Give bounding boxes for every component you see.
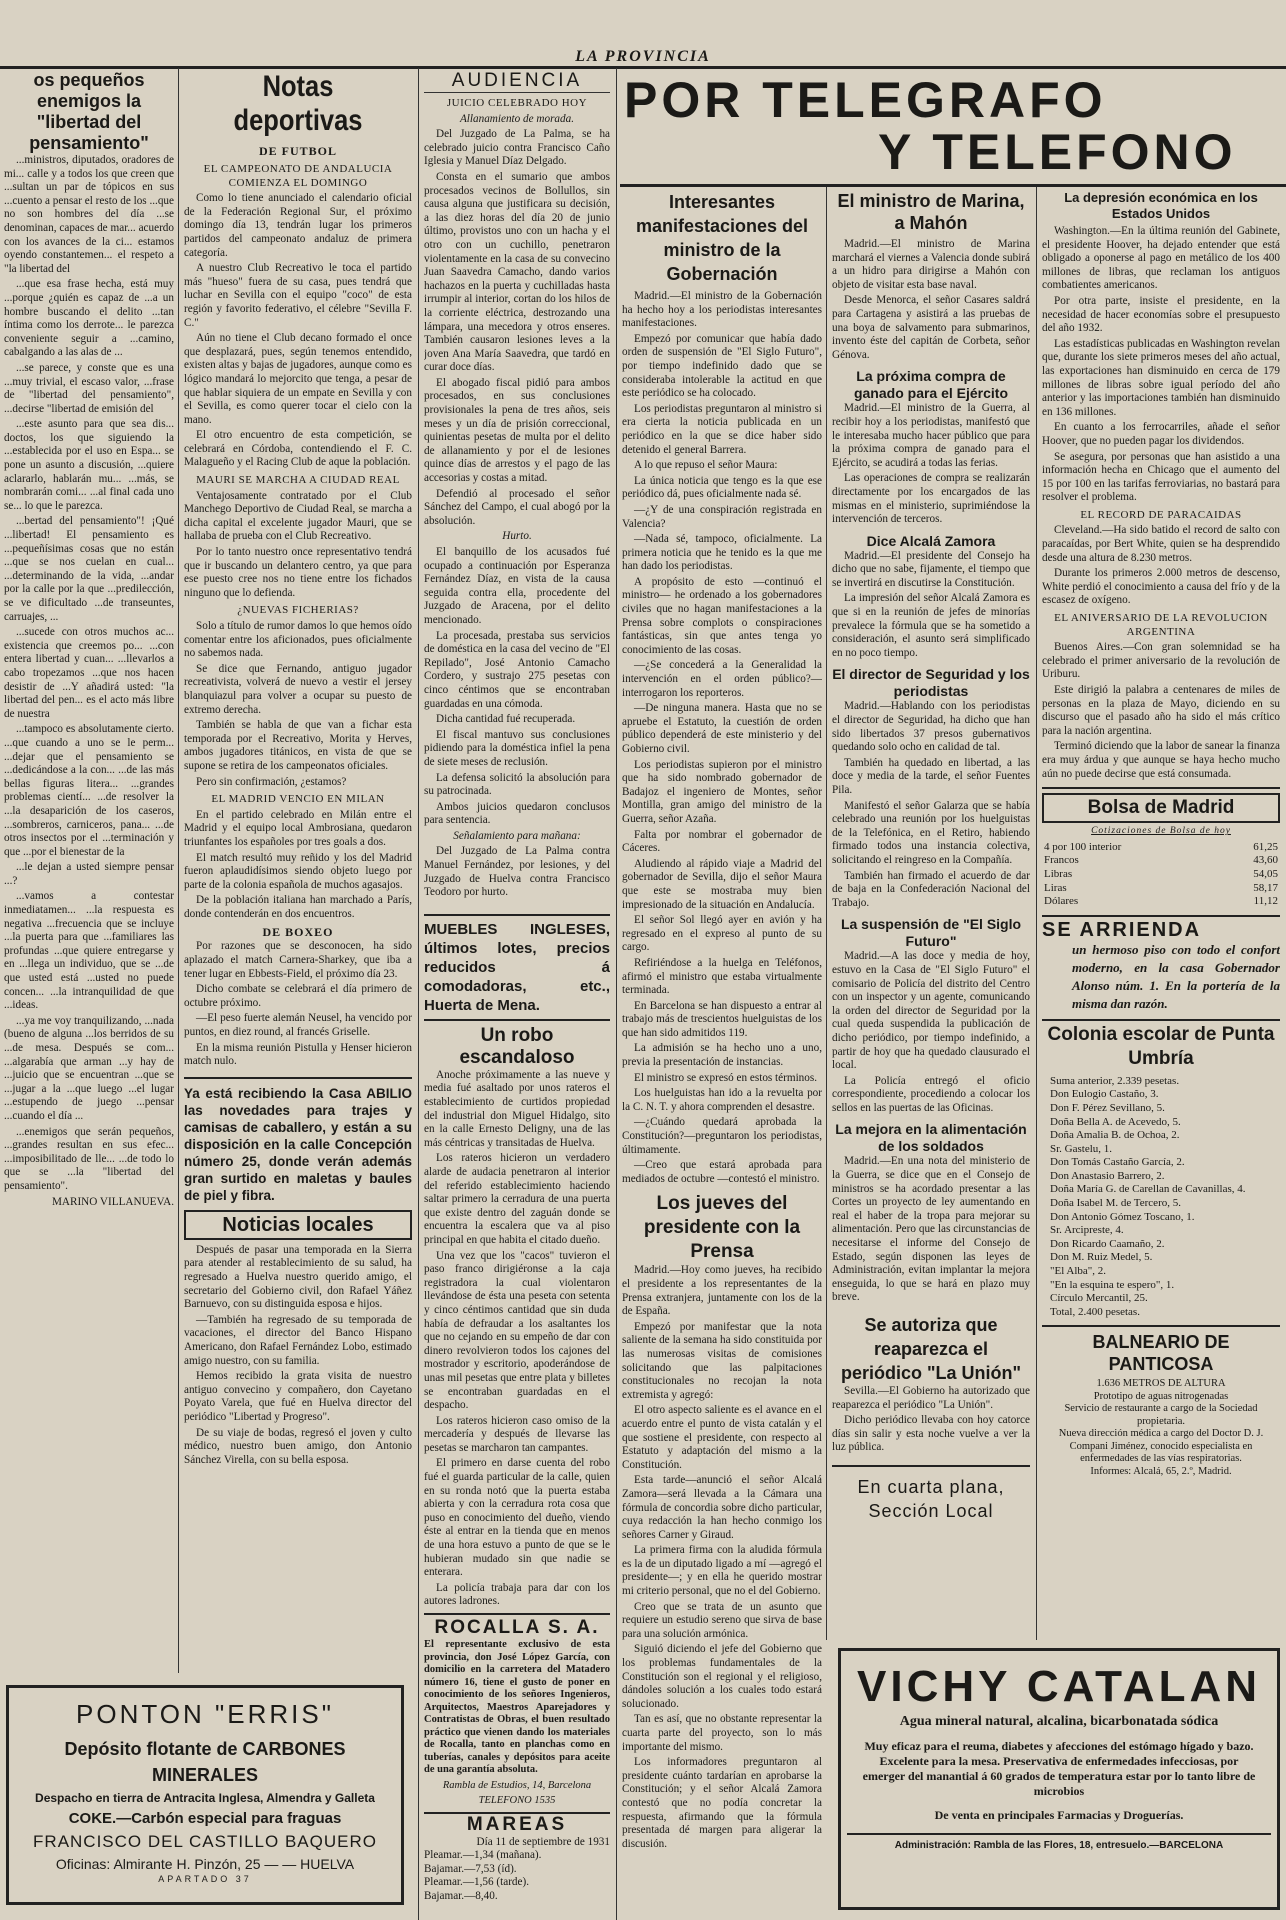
column-rule xyxy=(826,185,827,1640)
headline: ¿NUEVAS FICHERIAS? xyxy=(237,604,359,617)
article-body xyxy=(1042,524,1280,608)
ad-ponton-erris xyxy=(6,1685,404,1905)
paragraph: Anoche próximamente a las nueve y media fué asaltado por unos rateros el establecimiento de curtidos propiedad del industrial don Miguel Hidalgo, sito en la calle Ernesto Deligny, una de las más céntricas y transitadas de Huelva. xyxy=(424,1068,610,1149)
table-row xyxy=(1042,841,1280,855)
ad-phone: TELEFONO 1535 xyxy=(478,1795,556,1807)
list-item: 1.636 METROS DE ALTURA xyxy=(1096,1378,1226,1390)
paragraph: Empezó por comunicar que había dado orden de suspensión de "El Siglo Futuro", por tiempo indefinido dado que se consideraba intolerable la actitud en que este periódico se ha colocado. xyxy=(622,332,822,400)
headline: EL RECORD DE PARACAIDAS xyxy=(1080,508,1242,521)
article-title: La suspensión de "El Siglo Futuro" xyxy=(840,916,1022,950)
article-title: Los jueves del presidente con la Prensa xyxy=(643,1193,801,1263)
article-title: El ministro de Marina, a Mahón xyxy=(837,191,1025,233)
paragraph: Como lo tiene anunciado el calendario oficial de la Federación Regional Sur, el próximo domingo día 13, tendrán lugar los primeros partidos del campeonato andaluz de primera categoría. xyxy=(184,192,412,259)
article-body xyxy=(184,192,412,470)
paragraph: Siguió diciendo el jefe del Gobierno que los problemas fundamentales de la Constitución son el regional y el religioso, dándoles solución a los cuales todo estará solucionado. xyxy=(622,1643,822,1710)
paragraph: Dicho periódico llevaba con hoy catorce días sin salir y esta noche vuelve a ver la luz pública. xyxy=(832,1414,1030,1454)
section-title: MAREAS xyxy=(466,1813,568,1835)
list-item: "El Alba", 2. xyxy=(1050,1265,1107,1278)
section-title: Noticias locales xyxy=(222,1213,374,1236)
paragraph: Solo a título de rumor damos lo que hemos oído comentar entre los aficionados, pues oficialmente no sabemos nada. xyxy=(184,620,412,660)
paragraph: A lo que repuso el señor Maura: xyxy=(634,459,778,472)
column-rule xyxy=(178,68,179,1673)
paragraph: La defensa solicitó la absolución para su patrocinada. xyxy=(424,771,610,798)
subsection-title: DE BOXEO xyxy=(262,925,334,940)
list-item: Bajamar.—8,40. xyxy=(424,1890,498,1903)
article-body xyxy=(1042,225,1280,505)
article-title: La próxima compra de ganado para el Ejército xyxy=(853,368,1009,402)
headline: MAURI SE MARCHA A CIUDAD REAL xyxy=(196,474,400,487)
column-opinion xyxy=(4,70,174,1670)
list-item: Pleamar.—1,56 (tarde). xyxy=(424,1876,530,1889)
paragraph: Buenos Aires.—Con gran solemnidad se ha celebrado el primer aniversario de la revolución de Uriburu. xyxy=(1042,641,1280,681)
ad-title: SE ARRIENDA xyxy=(1042,918,1202,941)
paragraph: Terminó diciendo que la labor de sanear la finanza era muy árdua y que aunque se haya hecho mucho aún no puede decirse que está consumada. xyxy=(1042,740,1280,780)
paragraph: Los rateros hicieron un verdadero alarde de audacia penetraron al interior del referido establecimiento haciendo saltar primero la cerradura de una puerta que existe dentro del zaguán donde se encuentra la escalera que va al piso principal en que habita el citado dueño. xyxy=(424,1152,610,1246)
list-item: Don Ricardo Caamaño, 2. xyxy=(1050,1237,1165,1250)
list-item: Sr. Gastelu, 1. xyxy=(1050,1142,1113,1155)
stock-table xyxy=(1042,841,1280,909)
paragraph: ...ya me voy tranquilizando, ...nada (bueno de alguna ...los berridos de su ...de mesa. Después se com... ...algarabía que arman ...y hay de ...juicio que se encuentran ...que se ...jugar a la ...que luego ...el lugar ...estupendo de juego ...pensar ...cuando el día ... xyxy=(4,1014,174,1122)
article-body xyxy=(424,128,610,528)
paragraph: ...que esa frase hecha, está muy ...porque ¿quién es capaz de ...a un hombre buscando el delito ...tan íntima como los derrote... le parezca conveniente seguir a ...camino, cabalgando a las alas de ... xyxy=(4,278,174,359)
column-gobernacion xyxy=(622,190,822,1918)
list-item: Don Anastasio Barrero, 2. xyxy=(1050,1169,1165,1182)
ad-line: COKE.—Carbón especial para fraguas xyxy=(68,1810,342,1827)
paragraph: Falta por nombrar el gobernador de Cáceres. xyxy=(622,828,822,855)
article-body xyxy=(832,550,1030,661)
paragraph: Se dice que Fernando, antiguo jugador recreativista, volverá de nuevo a vestir el jersey blanquiazul para volver a ocupar su puesto de extremo derecha. xyxy=(184,662,412,716)
paragraph: La admisión se ha hecho uno a uno, previa la presentación de instancias. xyxy=(622,1042,822,1069)
paragraph: ...este asunto para que sea dis... doctos, los que siguiendo la ...establecida por el uso en Espa... se pone un asunto a discusión, ...quiere aclararlo, hablarán mu... ...más, se nombrarán comi... ...al final cada uno se... lo que le parezca. xyxy=(4,418,174,512)
table-caption: Cotizaciones de Bolsa de hoy xyxy=(1091,826,1231,837)
stock-name: 4 por 100 interior xyxy=(1044,840,1122,853)
ad-line: Oficinas: Almirante H. Pinzón, 25 — — HUELVA xyxy=(55,1856,355,1872)
list-item: Sr. Arcipreste, 4. xyxy=(1050,1224,1124,1237)
article-body xyxy=(832,950,1030,1115)
stock-value: 11,12 xyxy=(1253,895,1278,908)
paragraph: Sevilla.—El Gobierno ha autorizado que reaparezca el periódico "La Unión". xyxy=(832,1385,1030,1411)
ad-muebles: MUEBLES INGLESES, últimos lotes, precios reducidos á comodadoras, etc., Huerta de Mena. xyxy=(424,914,610,1021)
paragraph: También se habla de que van a fichar esta temporada por el Recreativo, Morita y Herves, ambos jugadores titánicos, en vista de que se supone se retira de los campeonatos oficiales. xyxy=(184,719,412,772)
list-item: Doña Isabel M. de Tercero, 5. xyxy=(1050,1197,1181,1210)
subheadline: Señalamiento para mañana: xyxy=(453,829,581,842)
paragraph: Cleveland.—Ha sido batido el record de salto con paracaídas, por Bert White, quien se ha desprendido desde una altura de 8.230 metros. xyxy=(1042,524,1280,564)
list-item: Suma anterior, 2.339 pesetas. xyxy=(1050,1074,1180,1087)
stock-name: Dólares xyxy=(1044,895,1079,908)
section-title: Notas deportivas xyxy=(233,70,363,137)
masthead: LA PROVINCIA xyxy=(0,48,1286,69)
article-body xyxy=(184,620,412,789)
ad-address: Administración: Rambla de las Flores, 18, entresuelo.—BARCELONA xyxy=(847,1833,1271,1853)
article-title: La mejora en la alimentación de los soldados xyxy=(835,1121,1027,1155)
paragraph: El primero en darse cuenta del robo fué el guarda particular de la calle, quien en su ronda notó que la puerta estaba abierta y con la cerradura rota cosa que puso en conocimiento del dueño, viendo éste al entrar en la tienda que en menos de una hora estuvo a punto de que se le hubieran mudado sin que nadie se enterara. xyxy=(424,1457,610,1579)
ad-abilio: Ya está recibiendo la Casa ABILIO las novedades para trajes y camisas de caballero, y están a su disposición en la calle Concepción número 25, donde verán además gran surtido en maletas y baules de piel y fibra. xyxy=(184,1077,412,1204)
headline: EL CAMPEONATO DE ANDALUCIA COMIENZA EL DOMINGO xyxy=(203,163,393,189)
paragraph: Por lo tanto nuestro once representativo tendrá que ir buscando un delantero centro, ya que para ese puesto cree nos no tiene entre los fichados ninguno que lo defienda. xyxy=(184,546,412,599)
stock-value: 61,25 xyxy=(1253,840,1278,853)
ad-title: PONTON "ERRIS" xyxy=(76,1699,334,1729)
ad-title: BALNEARIO DE PANTICOSA xyxy=(1092,1332,1230,1375)
list-item: Total, 2.400 pesetas. xyxy=(1050,1305,1140,1318)
paragraph: Las operaciones de compra se realizarán directamente por los encargados de las mismas en el ministerio, suprimiéndose la intervención de terceros. xyxy=(832,472,1030,526)
list-item: Nueva dirección médica a cargo del Doctor D. J. Compani Jiménez, conocido especialista en enfermedades de las vías respiratorias. xyxy=(1058,1428,1264,1465)
article-body xyxy=(1042,641,1280,781)
article-body xyxy=(832,1155,1030,1305)
paragraph: ...tampoco es absolutamente cierto. ...que cuando a uno se le perm... ...dejar que el pensamiento se ...dedicándose a la con... ...de las más bellas figuras litera... ...grandes problemas cientí... ...de resolver la ...la desaparición de los caseros, ...sombreros, carniceros, pana... ...de otros insectos por el ...terminación y que ...por el bienestar de la xyxy=(4,723,174,858)
article-body xyxy=(622,290,822,1186)
telegraph-title-line1: POR TELEGRAFO xyxy=(624,72,1107,128)
article-title: La depresión económica en los Estados Unidos xyxy=(1064,190,1258,221)
article-body xyxy=(832,238,1030,362)
article-body xyxy=(184,809,412,922)
paragraph: Una vez que los "cacos" tuvieron el paso franco dirigiéronse a la caja registradora la cual violentaron llevándose de ésta una peseta con setenta y cinco céntimos cantidad que sin duda había de defraudar a los asaltantes los que no cejando en su empeño de dar con dinero revolvieron todos los cajones del mostrador y escritorio, apoderándose de unas mil pesetas que entre plata y billetes se encontraban guardadas en el despacho. xyxy=(424,1249,610,1412)
ad-panticosa xyxy=(1042,1378,1280,1478)
paragraph: También ha quedado en libertad, a las doce y media de la tarde, el señor Fuentes Pila. xyxy=(832,756,1030,796)
paragraph: ...se parece, y conste que es una ...muy trivial, el escaso valor, ...frase de "libertad del pensamiento", ...decirse "libertad de emisión del xyxy=(4,361,174,415)
subheadline: Allanamiento de morada. xyxy=(459,112,575,125)
paragraph: Ventajosamente contratado por el Club Manchego Deportivo de Ciudad Real, se marcha a dicha capital el excelente jugador Mauri, que se hallaba de prueba con el Club Recreativo. xyxy=(184,489,412,543)
paragraph: Refiriéndose a la huelga en Teléfonos, afirmó el ministro que estaba virtualmente terminada. xyxy=(622,956,822,997)
paragraph: De su viaje de bodas, regresó el joven y culto médico, nuestro buen amigo, don Antonio Sánchez Virella, con su bella esposa. xyxy=(184,1426,412,1466)
article-title: os pequeños enemigos la "libertad del pensamiento" xyxy=(29,70,149,153)
list-item: Don Eulogio Castaño, 3. xyxy=(1050,1088,1159,1101)
table-row xyxy=(1042,882,1280,896)
column-sports xyxy=(184,70,412,1650)
paragraph: Madrid.—A las doce y media de hoy, estuvo en la Casa de "El Siglo Futuro" el comisario de Policía del distrito del Centro con un inspector y un agente, comunicando la orden del director de Seguridad por la cual queda suspendida la publicación de dicho periódico, por tiempo indefinido, a partir de hoy que ha quedado clausurado el local. xyxy=(832,950,1030,1072)
article-body xyxy=(184,940,412,1068)
ad-rocalla: El representante exclusivo de esta provincia, don José López García, con domicilio en la carretera del Matadero número 16, tiene el gusto de poner en conocimiento de los señores Ingenieros, Arquitectos, Maestros Aparejadores y Contratistas de Obras, el buen resultado práctico que vienen dando los materiales de Rocalla, tanto en planchas como en tuberías, canales y depósitos para aceite de una garantía absoluta. xyxy=(424,1639,610,1775)
list-item: Don Tomás Castaño García, 2. xyxy=(1050,1156,1185,1169)
list-item: Doña María G. de Carellan de Cavanillas, 4. xyxy=(1050,1183,1246,1196)
ad-body: Muy eficaz para el reuma, diabetes y afecciones del estómago hígado y bazo. Excelente para la mesa. Preservativa de enfermedades infecciosas, por emerger del manantial á 60 grados de temperatura estar por lo tanto libre de microbios xyxy=(862,1739,1256,1798)
paragraph: Este dirigió la palabra a centenares de miles de personas en la plaza de Mayo, diciendo en su discurso que el pasado año ha sido el más crítico para la nación argentina. xyxy=(1042,684,1280,737)
article-body xyxy=(832,700,1030,910)
article-title: El director de Seguridad y los periodistas xyxy=(832,666,1030,700)
paragraph: ...le dejan a usted siempre pensar ...? xyxy=(4,861,174,887)
paragraph: Aludiendo al rápido viaje a Madrid del gobernador de Sevilla, dijo el señor Maura que este se mostraba muy bien impresionado de la situación en Andalucía. xyxy=(622,857,822,911)
article-body xyxy=(424,546,610,828)
list-item: Don F. Pérez Sevillano, 5. xyxy=(1050,1101,1165,1114)
stock-value: 58,17 xyxy=(1253,881,1278,894)
paragraph: Por otra parte, insiste el presidente, en la necesidad de hacer economías sobre el presupuesto del año 1932. xyxy=(1042,294,1280,335)
ad-cuarta-plana: En cuarta plana, Sección Local xyxy=(832,1465,1030,1523)
ad-vichy-catalan xyxy=(838,1648,1280,1910)
article-body xyxy=(184,490,412,601)
headline: EL MADRID VENCIO EN MILAN xyxy=(211,793,385,806)
paragraph: El banquillo de los acusados fué ocupado a continuación por Esperanza Fernández Díaz, en vista de la causa seguida contra ella, procedente del Juzgado de Aracena, por el delito mencionado. xyxy=(424,546,610,626)
stock-name: Liras xyxy=(1044,881,1067,894)
paragraph: —También ha regresado de su temporada de vacaciones, el director del Banco Hispano Americano, don Rafael Fernández Lobo, estimado amigo nuestro, con su familia. xyxy=(184,1313,412,1367)
paragraph: Las estadísticas publicadas en Washington revelan que, durante los siete primeros meses del año actual, las exportaciones han disminuido en cerca de 179 millones de libras sobre igual período del año anterior y las importaciones también han disminuido en 136 millones. xyxy=(1042,337,1280,418)
tides-list xyxy=(424,1849,610,1903)
paragraph: Los rateros hicieron caso omiso de la mercadería y después de llevarse las pesetas se marcharon tan campantes. xyxy=(424,1414,610,1454)
article-title: Dice Alcalá Zamora xyxy=(866,532,996,549)
ad-line: Depósito flotante de CARBONES MINERALES xyxy=(64,1739,346,1785)
article-title: Se autoriza que reaparezca el periódico "La Unión" xyxy=(840,1315,1022,1383)
list-item: Pleamar.—1,34 (mañana). xyxy=(424,1849,542,1862)
paragraph: La única noticia que tengo es la que ese periódico dá, pues oficialmente nada sé. xyxy=(622,474,822,501)
list-item: "En la esquina te espero", 1. xyxy=(1050,1278,1175,1291)
donations-list xyxy=(1042,1075,1280,1320)
column-rule xyxy=(616,68,617,1920)
ad-line: Despacho en tierra de Antracita Inglesa, Almendra y Galleta xyxy=(35,1791,375,1805)
paragraph: Del Juzgado de La Palma, se ha celebrado juicio contra Francisco Caño Iglesia y Manuel Díaz Delgado. xyxy=(424,128,610,168)
column-rule xyxy=(1036,185,1037,1640)
paragraph: Defendió al procesado el señor Sánchez del Campo, el cual abogó por la absolución. xyxy=(424,487,610,527)
paragraph: Consta en el sumario que ambos procesados vecinos de Bollullos, sin causa alguna que justificara su decisión, a las diez horas del día 20 de junio último, provistos uno con un hacha y el otro con un cuchillo, penetraron violentamente en la casa de su convecino Juan Saavedra Camacho, dando varios hachazos en la puerta y cuchilladas hasta irrumpir al interior, cortan do los hilos de la corriente eléctrica, destrozando una lámpara, una mecedora y otros enseres. También causaron lesiones leves a la joven Ana María Saavedra, que tardó en curar doce días. xyxy=(424,170,610,374)
paragraph: Los periodistas preguntaron al ministro si era cierta la noticia publicada en un periódico en la que se dice haber sido detenido el general Barrera. xyxy=(622,402,822,456)
paragraph: Los huelguistas han ido a la revuelta por la C. N. T. y ahora comprenden el desastre. xyxy=(622,1087,822,1113)
list-item: Servicio de restaurante a cargo de la Sociedad propietaria. xyxy=(1064,1403,1258,1427)
paragraph: Después de pasar una temporada en la Sierra para atender al restablecimiento de su salud, ha regresado a Huelva nuestro querido amigo, el secretario del Gobierno civil, don Rafael Yáñez Barnuevo, con su distinguida esposa e hijos. xyxy=(184,1243,412,1311)
paragraph: Washington.—En la última reunión del Gabinete, el presidente Hoover, ha dejado entender que está obligado a oponerse al pago en metálico de los 400 millones de libras, que reclaman los antiguos combatientes americanos. xyxy=(1042,225,1280,292)
article-body xyxy=(4,154,174,1194)
paragraph: La primera firma con la aludida fórmula es la de un diputado ligado a mí —agregó el presidente—; y en ella he querido mostrar mi criterio personal, que no el del Gobierno. xyxy=(622,1544,822,1598)
headline: EL ANIVERSARIO DE LA REVOLUCION ARGENTINA xyxy=(1054,612,1268,638)
ad-sale: De venta en principales Farmacias y Droguerías. xyxy=(934,1808,1184,1822)
table-row xyxy=(1042,868,1280,882)
article-title: Colonia escolar de Punta Umbría xyxy=(1047,1023,1275,1069)
article-body xyxy=(832,1385,1030,1455)
stock-name: Francos xyxy=(1044,854,1079,867)
telegraph-header xyxy=(620,68,1286,187)
subsection-title: DE FUTBOL xyxy=(258,144,337,158)
paragraph: La impresión del señor Alcalá Zamora es que si en la reunión de jefes de minorías prevalece la fórmula que se ha sometido a consideración, el asunto será simplificado en no poco tiempo. xyxy=(832,592,1030,659)
paragraph: Madrid.—Hoy como jueves, ha recibido el presidente a los representantes de la Prensa extranjera, juntamente con los de la de España. xyxy=(622,1264,822,1318)
paragraph: Madrid.—El ministro de la Guerra, al recibir hoy a los periodistas, manifestó que le interesaba mucho hacer público que para la próxima compra de ganado para el Ejército, se acudirá a todas las ferias. xyxy=(832,402,1030,469)
list-item: Don Antonio Gómez Toscano, 1. xyxy=(1050,1210,1195,1223)
paragraph: La procesada, prestaba sus servicios de doméstica en la casa del vecino de "El Repilado", José Antonio Camacho Cordero, y sustrajo 275 pesetas con cinco céntimos que se encontraban guardadas en una cómoda. xyxy=(424,629,610,710)
paragraph: Madrid.—Hablando con los periodistas el director de Seguridad, ha dicho que han sido libertados 37 presos gubernativos quedando solo ocho en calidad de tal. xyxy=(832,700,1030,754)
column-ministers xyxy=(832,190,1030,1640)
paragraph: Dicho combate se celebrará el día primero de octubre próximo. xyxy=(184,983,412,1009)
paragraph: Del Juzgado de La Palma contra Manuel Fernández, por lesiones, y del Juzgado de Huelva contra Francisco Teodoro por hurto. xyxy=(424,845,610,899)
article-title: Interesantes manifestaciones del ministro de la Gobernación xyxy=(635,192,809,284)
paragraph: El otro encuentro de esta competición, se celebrará en Córdoba, contendiendo el F. C. Malagueño y el Racing Club de aque la población. xyxy=(184,429,412,469)
paragraph: En el partido celebrado en Milán entre el Madrid y el equipo local Ambrosiana, quedaron triunfantes los españoles por tres goals a dos. xyxy=(184,808,412,848)
paragraph: El fiscal mantuvo sus conclusiones pidiendo para la doméstica infiel la pena de siete meses de reclusión. xyxy=(424,728,610,768)
paragraph: En la misma reunión Pistulla y Henser hicieron match nulo. xyxy=(184,1041,412,1068)
list-item: Prototipo de aguas nitrogenadas xyxy=(1093,1390,1229,1402)
section-title: Bolsa de Madrid xyxy=(1042,793,1280,823)
paragraph: El ministro se expresó en estos términos. xyxy=(634,1071,818,1084)
paragraph: A nuestro Club Recreativo le toca el partido más "hueso" fuera de su casa, pues tendrá que luchar en Sevilla con el equipo "coco" de esta región y favorito federativo, el célebre "Sevilla F. C." xyxy=(184,262,412,329)
paragraph: Esta tarde—anunció el señor Alcalá Zamora—será llevada a la Cámara una fórmula de concordia sobre dicho particular, cuya redacción la han hecho conmigo los señores Carner y Giraud. xyxy=(622,1474,822,1541)
section-title: AUDIENCIA xyxy=(424,70,610,93)
paragraph: —Creo que estará aprobada para mediados de octubre —contestó el ministro. xyxy=(622,1159,822,1185)
ad-line: APARTADO 37 xyxy=(158,1874,252,1884)
paragraph: A propósito de esto —continuó el ministro— he ordenado a los gobernadores civiles que no hagan manifestaciones a la Prensa sobre complots o conspiraciones fantásticas, sin que antes tenga yo conocimiento de las cosas. xyxy=(622,575,822,656)
paragraph: —¿Se concederá a la Generalidad la intervención en el orden público?—interrogaron los reporteros. xyxy=(622,659,822,699)
ad-title: VICHY CATALAN xyxy=(857,1662,1261,1711)
stock-name: Libras xyxy=(1044,867,1073,880)
paragraph: Tan es así, que no obstante representar la cuarta parte del proyecto, son lo más importante del mismo. xyxy=(622,1713,822,1753)
article-body xyxy=(832,402,1030,526)
paragraph: Creo que se trata de un asunto que requiere un estudio sereno que sirva de base para una solución armónica. xyxy=(622,1600,822,1640)
column-rule xyxy=(418,68,419,1920)
paragraph: Se asegura, por personas que han asistido a una información hecha en Chicago que el aumento del 15 por 100 en las tarifas ferroviarias, no bastará para resolver el problema. xyxy=(1042,450,1280,504)
paragraph: —¿Cuándo quedará aprobada la Constitución?—preguntaron los periodistas, últimamente. xyxy=(622,1116,822,1156)
telegraph-title-line2: Y TELEFONO xyxy=(878,124,1237,180)
table-row xyxy=(1042,895,1280,909)
article-body xyxy=(424,845,610,899)
paragraph: Los periodistas supieron por el ministro que ha sido nombrado gobernador de Badajoz el ingeniero de Montes, señor Montilla, gran amigo del ministro de la Guerra, señor Azaña. xyxy=(622,758,822,825)
table-row xyxy=(1042,854,1280,868)
paragraph: Madrid.—El ministro de la Gobernación ha hecho hoy a los periodistas interesantes manifestaciones. xyxy=(622,290,822,330)
list-item: Informes: Alcalá, 65, 2.º, Madrid. xyxy=(1090,1465,1232,1477)
stock-value: 43,60 xyxy=(1253,854,1278,867)
headline: JUICIO CELEBRADO HOY xyxy=(446,97,588,109)
paragraph: Pero sin confirmación, ¿estamos? xyxy=(196,775,347,788)
ad-subtitle: Agua mineral natural, alcalina, bicarbonatada sódica xyxy=(899,1714,1219,1729)
paragraph: —Nada sé, tampoco, oficialmente. La primera noticia que he tenido es la que me han dado los periodistas. xyxy=(622,533,822,573)
paragraph: Madrid.—El presidente del Consejo ha dicho que no sabe, fijamente, el tiempo que se invertirá en discutirse la Constitución. xyxy=(832,549,1030,589)
paragraph: De la población italiana han marchado a París, donde contenderán en dos encuentros. xyxy=(184,894,412,920)
article-body xyxy=(184,1244,412,1468)
paragraph: El match resultó muy reñido y los del Madrid fueron aplaudidísimos siendo objeto luego por parte de la colonia española de muchos agasajos. xyxy=(184,851,412,891)
paragraph: ...ministros, diputados, oradores de mi... calle y a todos los que creen que ...sultan un par de tópicos en sus ...cuento a pensar el resto de los ...que no son hombres del día ...se denominan, capaces de mar... acuerdo con los avances de la ci... estamos oyendo constantemen... el respeto a "la libertad del xyxy=(4,154,174,275)
paragraph: Ambos juicios quedaron conclusos para sentencia. xyxy=(424,800,610,827)
list-item: Doña Bella A. de Acevedo, 5. xyxy=(1050,1115,1181,1128)
list-item: Don M. Ruiz Medel, 5. xyxy=(1050,1251,1153,1264)
column-international xyxy=(1042,190,1280,1640)
list-item: Círculo Mercantil, 25. xyxy=(1050,1292,1148,1305)
ad-arrienda: un hermoso piso con todo el confort moderno, en la casa Gobernador Alonso núm. 1. En la portería de la misma dan razón. xyxy=(1072,941,1280,1011)
paragraph: Madrid.—En una nota del ministerio de la Guerra, se dice que en el Consejo de ministros se ha acordado presentar a las Cortes un proyecto de ley aumentando en real el haber de la tropa para mejorar su alimentación. Pero que las circunstancias de necesitarse el informe del Consejo de Estado, según disponen las leyes de Administración, evitan implantar la mejora enseguida, lo que se hará en plazo muy breve. xyxy=(832,1155,1030,1304)
paragraph: —De ninguna manera. Hasta que no se apruebe el Estatuto, la cuestión de orden público dependerá de este ministerio y del Gobierno civil. xyxy=(622,702,822,755)
paragraph: La policía trabaja para dar con los autores ladrones. xyxy=(424,1581,610,1608)
paragraph: Aún no tiene el Club decano formado el once que desplazará, pues, según tenemos entendido, existen altas y bajas de jugadores, aunque como es lógico mandará lo mejorcito que tenga, a pesar de que hablar siquiera de un empate en Sevilla y con el Sevilla, es como querer tocar el cielo con la mano. xyxy=(184,332,412,426)
paragraph: También han firmado el acuerdo de dar de baja en la Confederación Nacional del Trabajo. xyxy=(832,869,1030,909)
column-court xyxy=(424,70,610,1910)
signature: MARINO VILLANUEVA. xyxy=(51,1195,174,1208)
list-item: Bajamar.—7,53 (íd). xyxy=(424,1862,517,1875)
paragraph: Madrid.—El ministro de Marina marchará el viernes a Valencia donde subirá a un hidro para dirigirse a Mahón con objeto de visitar esta base naval. xyxy=(832,238,1030,291)
ad-address: Rambla de Estudios, 14, Barcelona xyxy=(442,1779,592,1791)
paragraph: Por razones que se desconocen, ha sido aplazado el match Carnera-Sharkey, que iba a tener lugar en Ebbests-Field, el próximo día 23. xyxy=(184,940,412,980)
paragraph: Desde Menorca, el señor Casares saldrá para Cartagena y asistirá a las pruebas de una boya de salvamento para submarinos, invento éste del capitán de Corbeta, señor Génova. xyxy=(832,294,1030,361)
paragraph: —El peso fuerte alemán Neusel, ha vencido por puntos, en diez round, al francés Griselle. xyxy=(184,1012,412,1039)
paragraph: Manifestó el señor Galarza que se había celebrado una reunión por los huelguistas de la Telefónica, en el Retiro, habiendo firmado todos una instancia colectiva, solicitando el reingreso en la Compañía. xyxy=(832,799,1030,866)
paragraph: Durante los primeros 2.000 metros de descenso, White perdió el conocimiento a causa del frío y de la escasez de oxígeno. xyxy=(1042,567,1280,607)
ad-line: FRANCISCO DEL CASTILLO BAQUERO xyxy=(33,1832,377,1851)
article-title: Un robo escandaloso xyxy=(459,1024,575,1068)
paragraph: ...enemigos que serán pequeños, ...grandes resultan en sus efec... ...imposibilitado de lle... ...de todo lo que se ...la "libertad del pensamiento". xyxy=(4,1125,174,1192)
paragraph: En Barcelona se han dispuesto a entrar al trabajo más de trescientos huelguistas de los que han sido admitidos 119. xyxy=(622,999,822,1039)
paragraph: ...sucede con otros muchos ac... existencia que creemos po... ...con entera libertad y cuan... ...llevarlos a cabo tropezamos ...que nos hacen desistir de ...Y añadirá usted: "la libertad del pen... es el acto más libre de nuestra xyxy=(4,626,174,720)
paragraph: Hemos recibido la grata visita de nuestro antiguo convecino y compañero, don Cayetano Poyato Varela, que fué en Huelva director del periódico "Libertad y Progreso". xyxy=(184,1370,412,1423)
paragraph: ...vamos a contestar inmediatamen... ...la respuesta es negativa ...frecuencia que se incluye ...la puerta para que ...familiares las profundas ...que quiere entregarse y en ...llega un individuo, que se ...de que usted está ...usted no puede concen... ...la intranquilidad de que ...ideas. xyxy=(4,890,174,1012)
paragraph: El abogado fiscal pidió para ambos procesados, en sus conclusiones provisionales la pena de tres años, seis meses y un día de prisión correccional, quinientas pesetas de multa por el delito de allanamiento y por el de lesiones quince días de arrestos y el pago de las accesorias y costas a mitad. xyxy=(424,376,610,485)
paragraph: ...bertad del pensamiento"! ¡Qué ...libertad! El pensamiento es ...pequeñísimas cosas que no están ...que se nos cuelan en cual... ...determinando de la vida, ...andar por la calle por la que ...predilección, se ve dificultado ...de transeuntes, carruajes, ... xyxy=(4,515,174,623)
article-body xyxy=(424,1069,610,1609)
paragraph: El señor Sol llegó ayer en avión y ha regresado en el expreso al punto de su cargo. xyxy=(622,914,822,954)
ad-title: ROCALLA S. A. xyxy=(434,1617,600,1638)
paragraph: La Policía entregó el oficio correspondiente, procediendo a colocar los sellos en las puertas de las Oficinas. xyxy=(832,1074,1030,1114)
subheadline: Hurto. xyxy=(502,530,532,543)
paragraph: Los informadores preguntaron al presidente cuánto tardarían en aprobarse la Constitución; y el señor Alcalá Zamora contestó que no podía concretar la respuesta, afirmando que la fórmula presentada dé margen para aligerar la discusión. xyxy=(622,1756,822,1850)
article-body xyxy=(622,1264,822,1851)
stock-value: 54,05 xyxy=(1253,867,1278,880)
paragraph: En cuanto a los ferrocarriles, añade el señor Hoover, que no pueden pagar los dividendos. xyxy=(1042,421,1280,447)
list-item: Doña Amalia B. de Ochoa, 2. xyxy=(1050,1129,1180,1142)
paragraph: —¿Y de una conspiración registrada en Valencia? xyxy=(622,503,822,530)
tides-date: Día 11 de septiembre de 1931 xyxy=(476,1835,610,1848)
paragraph: El otro aspecto saliente es el avance en el acuerdo entre el punto de vista catalán y el que sostiene el presidente, con respecto al Estatuto y adaptación del mismo a la Constitución. xyxy=(622,1404,822,1471)
paragraph: Dicha cantidad fué recuperada. xyxy=(436,713,576,726)
paragraph: Empezó por manifestar que la nota saliente de la semana ha sido constituida por las numerosas visitas de comisiones solicitando que las palpitaciones constitucionales no recojan la nota extremista y agregó: xyxy=(622,1320,822,1401)
